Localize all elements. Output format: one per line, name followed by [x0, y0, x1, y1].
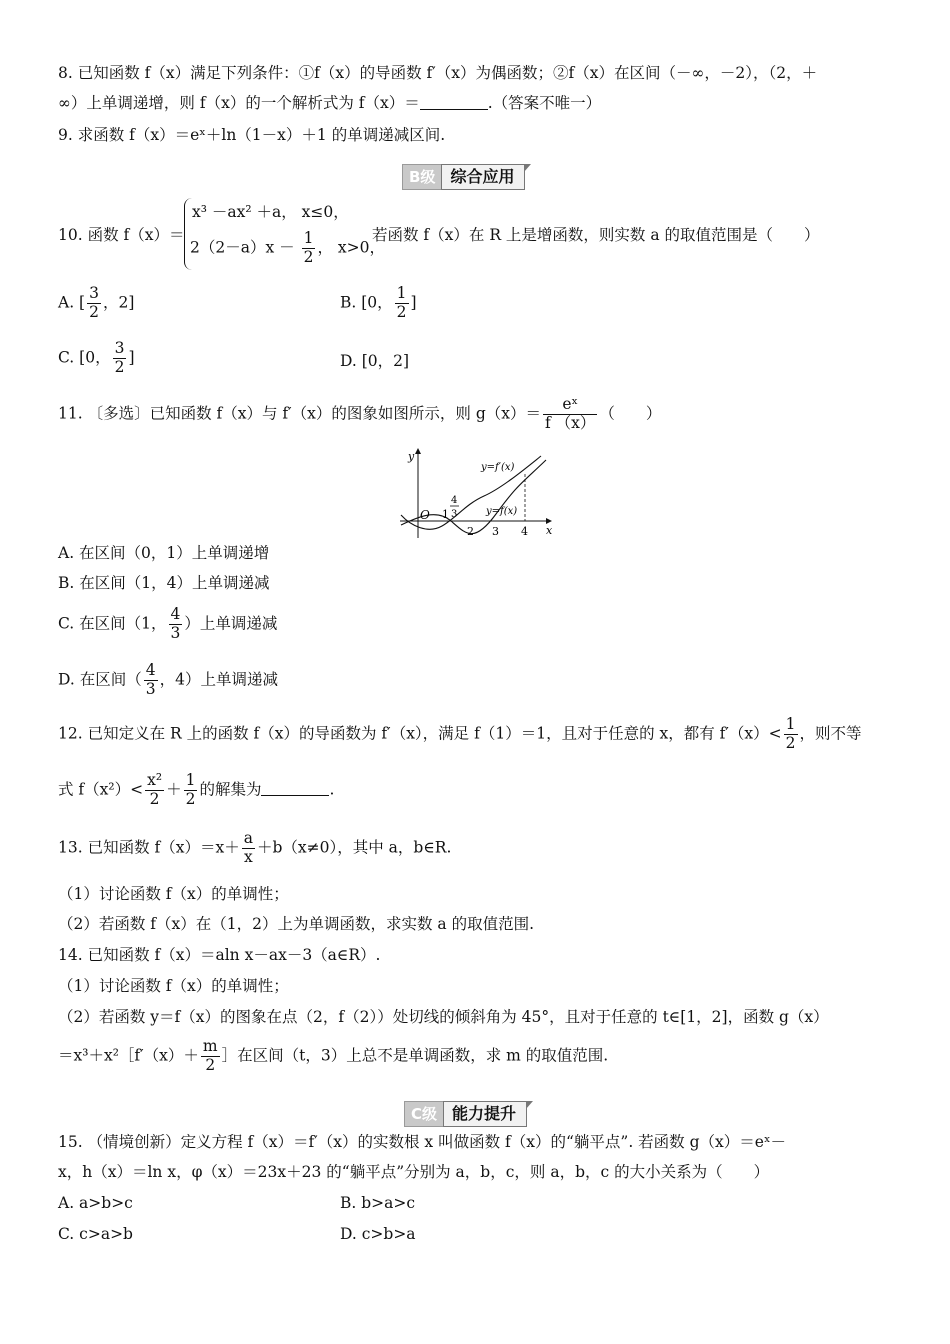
q10-a-pre: A. [: [58, 293, 86, 312]
q11-d-frac: [144, 662, 158, 699]
banner-c-level: [404, 1101, 527, 1127]
tick-1: 1: [442, 508, 449, 521]
q13-post: ＋b（x≠0），其中 a，b∈R.: [256, 838, 452, 857]
q13-stem: [58, 830, 451, 867]
q13-part2: （2）若函数 f（x）在（1，2）上为单调函数，求实数 a 的取值范围.: [58, 915, 535, 933]
q10-case2-tail: ， x>0，: [317, 238, 385, 257]
q10-c-pre: C. [0，: [58, 348, 111, 367]
tick-4-3-den: 3: [451, 509, 458, 520]
q10-tail: 若函数 f（x）在 R 上是增函数，则实数 a 的取值范围是（ ）: [372, 226, 820, 244]
q14-p3-post: ］在区间（t，3）上总不是单调函数，求 m 的取值范围.: [221, 1046, 609, 1065]
q10-c-post: ]: [128, 348, 135, 367]
q12-line2: [58, 772, 334, 809]
q10-c-frac: [113, 340, 127, 377]
tick-4: 4: [521, 525, 528, 538]
q14-p3-pre: ＝x³＋x²［f′（x）＋: [58, 1046, 199, 1065]
q8-line1: 8. 已知函数 f（x）满足下列条件：①f（x）的导函数 f′（x）为偶函数；②f（x）在区间（－∞，－2），（2，＋: [58, 64, 818, 82]
q11-option-a[interactable]: A. 在区间（0，1）上单调递增: [58, 544, 270, 562]
q14-part1: （1）讨论函数 f（x）的单调性；: [58, 977, 289, 995]
q10-b-post: ]: [410, 293, 417, 312]
q15-option-c[interactable]: C. c>a>b: [58, 1225, 133, 1243]
y-axis-arrow: [415, 448, 421, 454]
f-label: y=f(x): [486, 506, 518, 517]
q10-a-den: 2: [89, 302, 99, 321]
q10-option-a[interactable]: [58, 285, 134, 322]
q11-c-den: 3: [170, 623, 181, 642]
q11-option-c[interactable]: [58, 606, 277, 643]
fprime-label: y=f′(x): [481, 462, 515, 473]
banner-b-title: 综合应用: [441, 164, 525, 189]
q11-d-post: ，4）上单调递减: [159, 670, 278, 689]
q11-g-frac: [543, 396, 597, 433]
q12-half-den: 2: [785, 733, 796, 752]
q15-option-d[interactable]: D. c>b>a: [340, 1225, 416, 1243]
q12-line1: [58, 716, 862, 753]
q14-m-num: m: [202, 1037, 218, 1055]
q10-half: [302, 230, 316, 267]
q15-line2: x，h（x）＝ln x，φ（x）＝23x＋23 的“躺平点”分别为 a，b，c，则 a，b，c 的大小关系为（ ）: [58, 1163, 770, 1181]
q11-g-num: eˣ: [543, 396, 597, 415]
q11-d-pre: D. 在区间（: [58, 670, 142, 689]
q10-option-b[interactable]: [340, 285, 417, 322]
q11-option-b[interactable]: B. 在区间（1，4）上单调递减: [58, 574, 270, 592]
q11-stem: [58, 396, 661, 433]
q8-answer-blank[interactable]: [420, 95, 488, 110]
q12-line2-end: .: [329, 780, 335, 799]
q10-option-c[interactable]: [58, 340, 135, 377]
q11-tail: （ ）: [599, 404, 662, 423]
q10-b-num: 1: [396, 284, 407, 302]
q10-c-num: 3: [114, 339, 125, 357]
q14-part2-cont: [58, 1038, 608, 1075]
q11-graph: [396, 446, 556, 542]
q10-b-pre: B. [0，: [340, 293, 393, 312]
q10-case1: x³ －ax² ＋a， x≤0，: [192, 203, 349, 221]
q15-option-a[interactable]: A. a>b>c: [58, 1194, 133, 1212]
q10-option-d[interactable]: D. [0，2]: [340, 352, 410, 370]
origin-label: O: [420, 508, 430, 522]
banner-b-level: [402, 164, 525, 190]
x-axis-label: x: [546, 524, 553, 537]
q14-part2: （2）若函数 y＝f（x）的图象在点（2，f（2））处切线的倾斜角为 45°，且对于任意的 t∈[1，2]，函数 g（x）: [58, 1008, 829, 1026]
q12-line2-pre: 式 f（x²）<: [58, 780, 144, 799]
q13-part1: （1）讨论函数 f（x）的单调性；: [58, 885, 289, 903]
banner-b-level-label: B级: [402, 164, 441, 190]
banner-c-title: 能力提升: [443, 1101, 527, 1126]
q10-a-frac: [87, 285, 101, 322]
q10-a-num: 3: [89, 284, 99, 302]
y-axis-label: y: [408, 450, 415, 463]
q11-c-frac: [169, 606, 183, 643]
q15-line1: 15. （情境创新）定义方程 f（x）＝f′（x）的实数根 x 叫做函数 f（x）的“躺平点”. 若函数 g（x）＝eˣ－: [58, 1133, 787, 1151]
q13-pre: 13. 已知函数 f（x）＝x＋: [58, 838, 240, 857]
q11-g-den: f （x）: [545, 413, 596, 432]
q13-a-frac: [242, 830, 255, 867]
q12-h-frac: [184, 772, 198, 809]
q14-m-frac: [201, 1038, 220, 1075]
q12-line2-post: 的解集为: [199, 780, 262, 799]
q11-c-pre: C. 在区间（1，: [58, 614, 167, 633]
q12-h-num: 1: [185, 771, 196, 789]
q14-stem: 14. 已知函数 f（x）＝aln x－ax－3（a∈R）.: [58, 946, 381, 964]
q10-case2: [190, 230, 385, 267]
q10-half-num: 1: [303, 229, 314, 247]
q13-a-den: x: [243, 847, 253, 866]
q10-half-den: 2: [303, 247, 314, 266]
q10-case2-exp: 2（2－a）x －: [190, 238, 295, 257]
q11-lead: 11. 〔多选〕已知函数 f（x）与 f′（x）的图象如图所示，则 g（x）＝: [58, 404, 541, 423]
tick-3: 3: [492, 525, 499, 538]
q10-b-frac: [395, 285, 409, 322]
q10-a-post: ，2]: [102, 293, 135, 312]
q12-half: [784, 716, 798, 753]
q12-plus: ＋: [166, 780, 182, 799]
tick-4-3-num: 4: [451, 495, 458, 506]
q11-d-num: 4: [145, 661, 156, 679]
q8-line2-text: ∞）上单调递增，则 f（x）的一个解析式为 f（x）＝: [58, 94, 420, 112]
q12-x2-frac: [145, 772, 164, 809]
q15-option-b[interactable]: B. b>a>c: [340, 1194, 416, 1212]
q11-option-d[interactable]: [58, 662, 278, 699]
q11-c-post: ）上单调递减: [184, 614, 278, 633]
q10-lead: 10. 函数 f（x）＝: [58, 226, 185, 244]
q11-d-den: 3: [145, 679, 156, 698]
q9-text: 9. 求函数 f（x）＝eˣ＋ln（1－x）＋1 的单调递减区间.: [58, 126, 446, 144]
q12-line1-text: 12. 已知定义在 R 上的函数 f（x）的导函数为 f′（x），满足 f（1）＝1，且对于任意的 x，都有 f′（x）<: [58, 724, 782, 743]
q8-line2-tail: .（答案不唯一）: [487, 94, 602, 112]
q13-a-num: a: [243, 829, 253, 847]
q12-x2-den: 2: [149, 789, 160, 808]
banner-c-level-label: C级: [404, 1101, 443, 1127]
q12-h-den: 2: [185, 789, 196, 808]
q8-line2: [58, 94, 601, 113]
q10-c-den: 2: [114, 357, 125, 376]
q12-x2-num: x²: [147, 771, 163, 789]
q10-b-den: 2: [396, 302, 407, 321]
q12-answer-blank[interactable]: [261, 781, 329, 796]
tick-2: 2: [467, 525, 474, 538]
f-curve: [401, 460, 546, 534]
q11-c-num: 4: [170, 605, 181, 623]
q14-m-den: 2: [205, 1055, 216, 1074]
q12-half-num: 1: [785, 715, 796, 733]
q12-line1-tail: ，则不等: [799, 724, 862, 743]
